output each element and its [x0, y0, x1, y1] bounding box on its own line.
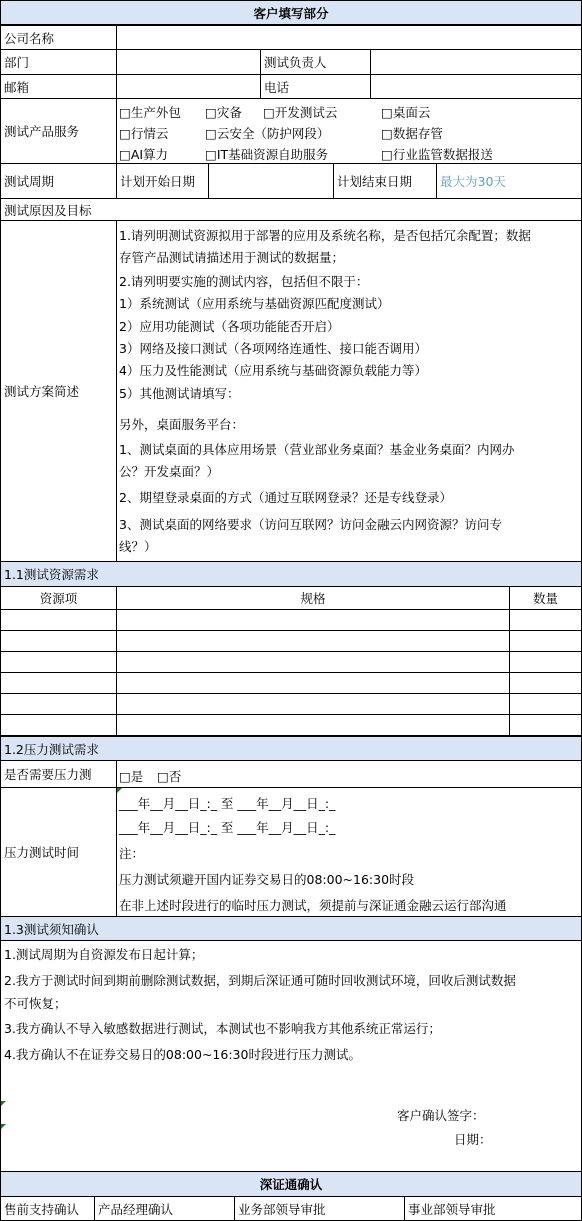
option-regulatory[interactable]: □行业监管数据报送 [381, 147, 493, 162]
resource-spec-cell[interactable] [116, 714, 510, 736]
resource-spec-cell[interactable] [116, 609, 510, 631]
stress-note-label: 注： [119, 846, 145, 861]
option-dr[interactable]: □灾备 [205, 105, 242, 120]
option-ai[interactable]: □AI算力 [119, 147, 169, 162]
checkbox-icon[interactable]: □ [381, 126, 393, 141]
checkbox-icon[interactable]: □ [205, 105, 217, 120]
stress-note-2: 在非上述时段进行的临时压力测试，须提前与深证通金融云运行部沟通 [119, 898, 507, 913]
resource-qty-cell[interactable] [509, 630, 582, 652]
plan-description[interactable] [116, 220, 582, 562]
stress-section-title: 1.2压力测试需求 [0, 736, 582, 761]
presales-confirm: 售前支持确认 [0, 1196, 95, 1221]
confirm-line: 3.我方确认不导入敏感数据进行测试，本测试也不影响我方其他系统正常运行； [4, 1021, 441, 1036]
confirm-line: 不可恢复； [4, 996, 67, 1011]
company-name-field[interactable] [116, 25, 582, 50]
stress-time-field[interactable] [116, 787, 582, 917]
checkbox-icon[interactable]: □ [205, 147, 217, 162]
dept-leader-approval: 事业部领导审批 [404, 1196, 582, 1221]
resource-spec-cell[interactable] [116, 672, 510, 694]
option-outsourcing[interactable]: □生产外包 [119, 105, 181, 120]
plan-line: 3、测试桌面的网络要求（访问互联网？访问金融云内网资源？访问专 [119, 517, 502, 532]
plan-label: 测试方案简述 [0, 220, 117, 562]
confirm-line: 2.我方于测试时间到期前删除测试数据，到期后深证通可随时回收测试环境，回收后测试数据 [4, 973, 516, 988]
plan-line: 5）其他测试请填写： [119, 386, 240, 401]
option-devtest[interactable]: □开发测试云 [263, 105, 338, 120]
col-qty: 数量 [509, 586, 582, 610]
resources-section-title: 1.1测试资源需求 [0, 561, 582, 587]
resource-qty-cell[interactable] [509, 672, 582, 694]
products-label: 测试产品服务 [0, 98, 117, 164]
resource-item-cell[interactable] [0, 714, 117, 736]
cell-marker [117, 788, 122, 793]
stress-no-checkbox[interactable]: □否 [157, 769, 182, 784]
resource-item-cell[interactable] [0, 651, 117, 673]
end-date-field[interactable]: 最大为30天 [436, 163, 582, 199]
plan-line: 2）应用功能测试（各项功能能否开启） [119, 319, 340, 334]
stress-need-label: 是否需要压力测 [0, 760, 117, 788]
plan-line: 线？） [119, 539, 157, 554]
confirm-section-title: 1.3测试须知确认 [0, 916, 582, 941]
plan-line: 3）网络及接口测试（各项网络连通性、接口能否调用） [119, 341, 427, 356]
plan-line: 1.请列明测试资源拟用于部署的应用及系统名称，是否包括冗余配置；数据 [119, 228, 531, 243]
dept-field[interactable] [116, 49, 261, 75]
confirm-line: 4.我方确认不在证券交易日的08:00~16:30时段进行压力测试。 [4, 1047, 361, 1062]
date-label: 日期： [454, 1132, 492, 1147]
checkbox-icon[interactable]: □ [205, 126, 217, 141]
resource-qty-cell[interactable] [509, 651, 582, 673]
resource-item-cell[interactable] [0, 630, 117, 652]
dept-label: 部门 [0, 49, 117, 75]
products-options [116, 98, 582, 164]
email-field[interactable] [116, 74, 261, 99]
stress-time-range-1[interactable]: ___年__月__日_:_ 至 ___年__月__日_:_ [119, 796, 336, 811]
option-it-selfservice[interactable]: □IT基础资源自助服务 [205, 147, 329, 162]
period-label: 测试周期 [0, 163, 117, 199]
resource-qty-cell[interactable] [509, 693, 582, 715]
checkbox-icon[interactable]: □ [381, 105, 393, 120]
resource-spec-cell[interactable] [116, 630, 510, 652]
plan-line: 另外，桌面服务平台： [119, 417, 245, 432]
col-spec: 规格 [116, 586, 510, 610]
resource-item-cell[interactable] [0, 693, 117, 715]
plan-line: 存管产品测试请描述用于测试的数据量； [119, 250, 345, 265]
option-security[interactable]: □云安全（防护网段） [205, 126, 330, 141]
option-market[interactable]: □行情云 [119, 126, 169, 141]
plan-line: 2.请列明要实施的测试内容，包括但不限于： [119, 274, 369, 289]
resource-spec-cell[interactable] [116, 651, 510, 673]
stress-time-range-2[interactable]: ___年__月__日_:_ 至 ___年__月__日_:_ [119, 820, 336, 835]
email-label: 邮箱 [0, 74, 117, 99]
phone-label: 电话 [260, 74, 371, 99]
plan-line: 1、测试桌面的具体应用场景（营业部业务桌面？基金业务桌面？内网办 [119, 442, 515, 457]
stress-need-options [116, 760, 582, 788]
cell-marker [1, 1101, 6, 1106]
stress-note-1: 压力测试须避开国内证券交易日的08:00~16:30时段 [119, 872, 415, 887]
option-desktop[interactable]: □桌面云 [381, 105, 431, 120]
signature-label: 客户确认签字： [397, 1108, 485, 1123]
biz-leader-approval: 业务部领导审批 [234, 1196, 405, 1221]
stress-time-label: 压力测试时间 [0, 787, 117, 917]
start-date-label: 计划开始日期 [116, 163, 209, 199]
checkbox-icon[interactable]: □ [119, 147, 131, 162]
checkbox-icon[interactable]: □ [263, 105, 275, 120]
owner-label: 测试负责人 [260, 49, 371, 75]
pm-confirm: 产品经理确认 [94, 1196, 235, 1221]
plan-line: 4）压力及性能测试（应用系统与基础资源负载能力等） [119, 363, 427, 378]
szt-title: 深证通确认 [0, 1171, 582, 1197]
stress-yes-checkbox[interactable]: □是 [119, 769, 144, 784]
option-storage[interactable]: □数据存管 [381, 126, 443, 141]
confirm-body [0, 940, 582, 1172]
phone-field[interactable] [370, 74, 582, 99]
start-date-field[interactable] [208, 163, 334, 199]
checkbox-icon[interactable]: □ [119, 105, 131, 120]
plan-line: 1）系统测试（应用系统与基础资源匹配度测试） [119, 296, 390, 311]
checkbox-icon[interactable]: □ [119, 126, 131, 141]
resource-spec-cell[interactable] [116, 693, 510, 715]
resource-item-cell[interactable] [0, 609, 117, 631]
col-resource-item: 资源项 [0, 586, 117, 610]
plan-line: 2、期望登录桌面的方式（通过互联网登录？还是专线登录） [119, 490, 452, 505]
company-name-label: 公司名称 [0, 25, 117, 50]
end-date-label: 计划结束日期 [333, 163, 437, 199]
checkbox-icon[interactable]: □ [381, 147, 393, 162]
owner-field[interactable] [370, 49, 582, 75]
resource-qty-cell[interactable] [509, 609, 582, 631]
reason-label: 测试原因及目标 [0, 198, 582, 221]
resource-item-cell[interactable] [0, 672, 117, 694]
resource-qty-cell[interactable] [509, 714, 582, 736]
form-title: 客户填写部分 [0, 0, 582, 25]
cell-marker [1, 1124, 6, 1129]
plan-line: 公？开发桌面？） [119, 464, 220, 479]
confirm-line: 1.测试周期为自资源发布日起计算； [4, 947, 204, 962]
